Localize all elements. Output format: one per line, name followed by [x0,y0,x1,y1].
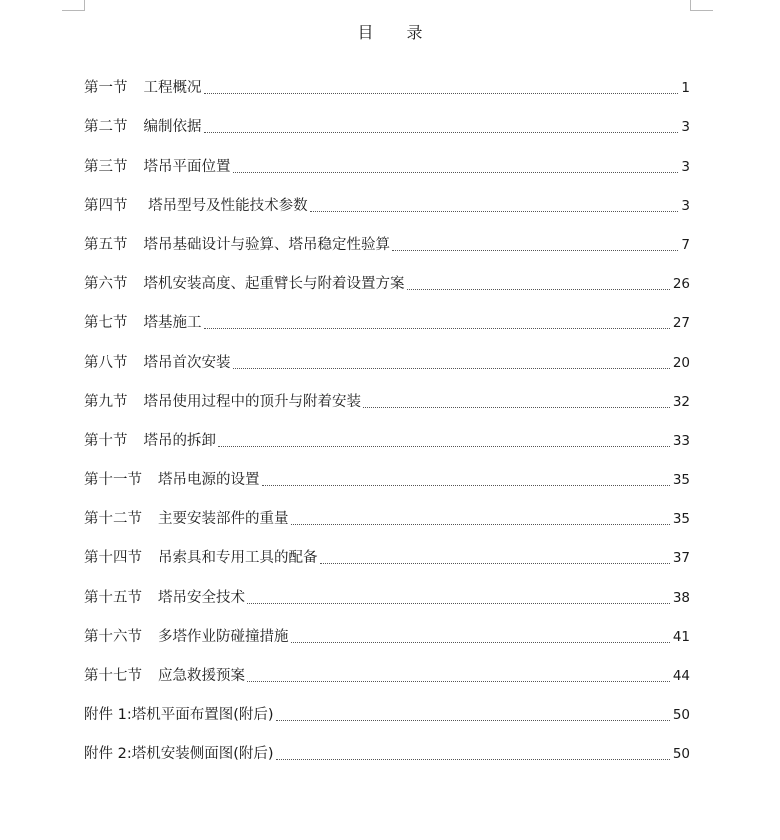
toc-dot-leader [233,368,670,369]
toc-entry-number: 第十四节 [84,550,142,567]
toc-dot-leader [310,211,679,212]
toc-dot-leader [276,720,670,721]
toc-dot-leader [233,172,679,173]
toc-entry-title: 塔吊电源的设置 [158,472,260,489]
toc-entry-number: 附件 2:塔机安装侧面图(附后) [84,746,274,763]
toc-entry-title: 塔基施工 [143,315,202,332]
toc-entry-number: 第二节 [84,119,128,136]
toc-entry[interactable] [84,412,690,451]
toc-entry-number: 第十一节 [84,472,142,489]
toc-dot-leader [291,642,670,643]
toc-entry-title: 编制依据 [143,119,202,136]
toc-dot-leader [291,524,670,525]
toc-entry-page-number: 7 [681,236,690,253]
toc-entry-title: 塔吊安全技术 [158,589,245,606]
toc-entry-title: 多塔作业防碰撞措施 [158,628,289,645]
toc-entry-page-number: 35 [672,511,690,528]
toc-entry-title: 塔吊型号及性能技术参数 [143,197,308,214]
toc-entry-page-number: 50 [672,707,690,724]
toc-entry-number: 第四节 [84,197,128,214]
toc-entry-number: 第一节 [84,80,128,97]
toc-dot-leader [204,328,670,329]
toc-entry[interactable] [84,59,690,98]
toc-entry-title: 主要安装部件的重量 [158,511,289,528]
toc-entry-page-number: 44 [672,668,690,684]
toc-title: 目 录 [357,23,437,42]
toc-entry[interactable] [84,216,690,255]
toc-entry-title: 塔机安装高度、起重臂长与附着设置方案 [143,276,405,293]
toc-dot-leader [276,759,670,760]
toc-entry-page-number: 37 [672,550,690,567]
toc-entry-number: 第五节 [84,236,128,253]
toc-entry-page-number: 27 [672,315,690,332]
toc-entry-number: 第十六节 [84,628,142,645]
toc-entry-number: 第三节 [84,158,128,175]
toc-dot-leader [204,132,679,133]
toc-entry-page-number: 3 [681,119,690,136]
margin-corner-mark-left [62,0,85,11]
toc-entry-title: 工程概况 [143,80,202,97]
toc-entry-title: 塔吊基础设计与验算、塔吊稳定性验算 [143,236,390,253]
toc-entry-page-number: 3 [681,158,690,175]
toc-dot-leader [407,289,670,290]
toc-entry-page-number: 38 [672,589,690,606]
toc-entry[interactable] [84,647,690,686]
toc-entry[interactable] [84,294,690,333]
toc-entry-page-number: 33 [672,432,690,449]
toc-entry[interactable] [84,373,690,412]
toc-entry-title: 塔吊平面位置 [143,158,231,175]
toc-entry-page-number: 1 [681,80,690,97]
toc-dot-leader [247,681,670,682]
toc-entry-page-number: 20 [672,354,690,371]
toc-entry[interactable] [84,568,690,607]
toc-entry-page-number: 26 [672,276,690,293]
toc-dot-leader [320,563,670,564]
toc-entry-page-number: 32 [672,393,690,410]
toc-entry[interactable] [84,529,690,568]
toc-entry-title: 吊索具和专用工具的配备 [158,550,318,567]
toc-entry[interactable] [84,137,690,176]
toc-entry-title: 塔吊使用过程中的顶升与附着安装 [143,393,361,410]
toc-entry-title: 塔吊首次安装 [143,354,231,371]
toc-dot-leader [392,250,678,251]
toc-entry-number: 第十五节 [84,589,142,606]
toc-entry[interactable] [84,725,690,764]
toc-entry-title: 应急救援预案 [158,668,245,684]
toc-entry[interactable] [84,490,690,529]
toc-entry-page-number: 50 [672,746,690,763]
toc-dot-leader [247,603,670,604]
toc-entry-number: 附件 1:塔机平面布置图(附后) [84,707,274,724]
toc-entry[interactable] [84,333,690,372]
toc-dot-leader [218,446,670,447]
margin-corner-mark-right [690,0,713,11]
toc-list [84,59,690,764]
toc-entry-number: 第十节 [84,432,128,449]
toc-entry[interactable] [84,255,690,294]
toc-entry-number: 第七节 [84,315,128,332]
toc-entry[interactable] [84,686,690,725]
toc-entry[interactable] [84,98,690,137]
toc-entry-page-number: 41 [672,628,690,645]
toc-entry-number: 第六节 [84,276,128,293]
toc-dot-leader [204,93,679,94]
toc-dot-leader [262,485,670,486]
toc-entry-page-number: 35 [672,472,690,489]
toc-entry[interactable] [84,177,690,216]
toc-entry-number: 第十七节 [84,668,142,684]
toc-entry-title: 塔吊的拆卸 [143,432,216,449]
toc-entry-number: 第八节 [84,354,128,371]
toc-dot-leader [363,407,670,408]
toc-entry-page-number: 3 [681,197,690,214]
toc-entry[interactable] [84,451,690,490]
toc-entry-number: 第九节 [84,393,128,410]
toc-entry[interactable] [84,608,690,647]
toc-entry-number: 第十二节 [84,511,142,528]
